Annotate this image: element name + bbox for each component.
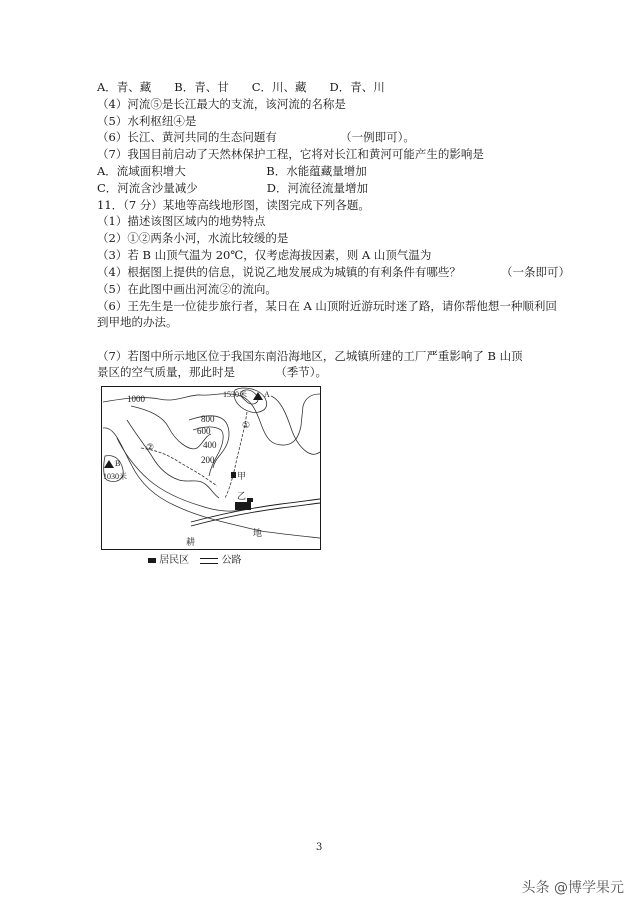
line-12: （4）根据图上提供的信息，说说乙地发展成为城镇的有利条件有哪些？ （一条即可） — [97, 265, 571, 279]
peak-b-elevation: 1030米 — [103, 472, 127, 481]
contour-label-800: 800 — [201, 414, 215, 424]
contour-line-east — [271, 396, 320, 454]
line-13: （5）在此图中画出河流②的流向。 — [97, 282, 277, 296]
line-8: 11．（7 分）某地等高线地形图，读图完成下列各题。 — [97, 198, 370, 212]
line-16: （7）若图中所示地区位于我国东南沿海地区，乙城镇所建的工厂严重影响了 B 山顶 — [97, 349, 523, 363]
page-number: 3 — [316, 842, 323, 853]
residential-jia — [231, 472, 236, 478]
line-9: （1）描述该图区域内的地势特点 — [97, 214, 266, 228]
legend-road-label: 公路 — [221, 555, 242, 566]
watermark: 头条 @博学果元 — [521, 880, 624, 896]
contour-label-400: 400 — [203, 440, 217, 450]
line-7: C．河流含沙量减少 D．河流径流量增加 — [97, 181, 369, 195]
contour-label-1000: 1000 — [127, 394, 145, 404]
line-5: （7）我国目前启动了天然林保护工程，它将对长江和黄河可能产生的影响是 — [97, 147, 484, 161]
farmland-label-geng: 耕 — [186, 537, 196, 547]
residential-legend-icon — [148, 558, 156, 563]
line-3: （5）水利枢纽④是 — [97, 114, 197, 128]
contour-map — [101, 386, 321, 550]
line-2: （4）河流⑤是长江最大的支流，该河流的名称是 — [97, 97, 346, 111]
contour-map-svg — [101, 386, 321, 550]
line-1: A．青、藏 B．青、甘 C．川、藏 D．青、川 — [97, 80, 385, 94]
line-11: （3）若 B 山顶气温为 20℃，仅考虑海拔因素，则 A 山顶气温为 — [97, 248, 432, 262]
contour-label-200: 200 — [201, 455, 215, 465]
river-2-label: ② — [146, 443, 155, 453]
farmland-label-di: 地 — [253, 528, 263, 538]
line-6: A．流域面积增大 B．水能蕴藏量增加 — [97, 164, 367, 178]
line-4: （6）长江、黄河共同的生态问题有 （一例即可）。 — [97, 130, 415, 144]
peak-a-elevation: 1530米 — [223, 390, 247, 399]
line-15: 到甲地的办法。 — [97, 315, 178, 329]
road-line-lower — [191, 503, 320, 526]
contour-label-600: 600 — [197, 426, 211, 436]
residential-yi-small — [247, 498, 253, 502]
river-1-label: ① — [242, 421, 251, 431]
residential-yi — [235, 502, 251, 510]
line-10: （2）①②两条小河，水流比较缓的是 — [97, 231, 289, 245]
peak-b-label: B — [115, 459, 121, 468]
legend-residential-label: 居民区 — [159, 555, 190, 566]
contour-line-2 — [117, 438, 241, 511]
map-legend — [148, 551, 242, 566]
peak-a-label: A — [264, 390, 270, 399]
place-yi-label: 乙 — [237, 491, 247, 501]
road-legend-icon — [200, 558, 218, 564]
place-jia-label: 甲 — [237, 471, 247, 481]
line-14: （6）王先生是一位徒步旅行者，某日在 A 山顶附近游玩时迷了路，请你帮他想一种顺利回 — [97, 299, 557, 313]
peak-b-marker — [104, 460, 114, 468]
line-17: 景区的空气质量，那此时是 （季节）。 — [97, 365, 327, 379]
